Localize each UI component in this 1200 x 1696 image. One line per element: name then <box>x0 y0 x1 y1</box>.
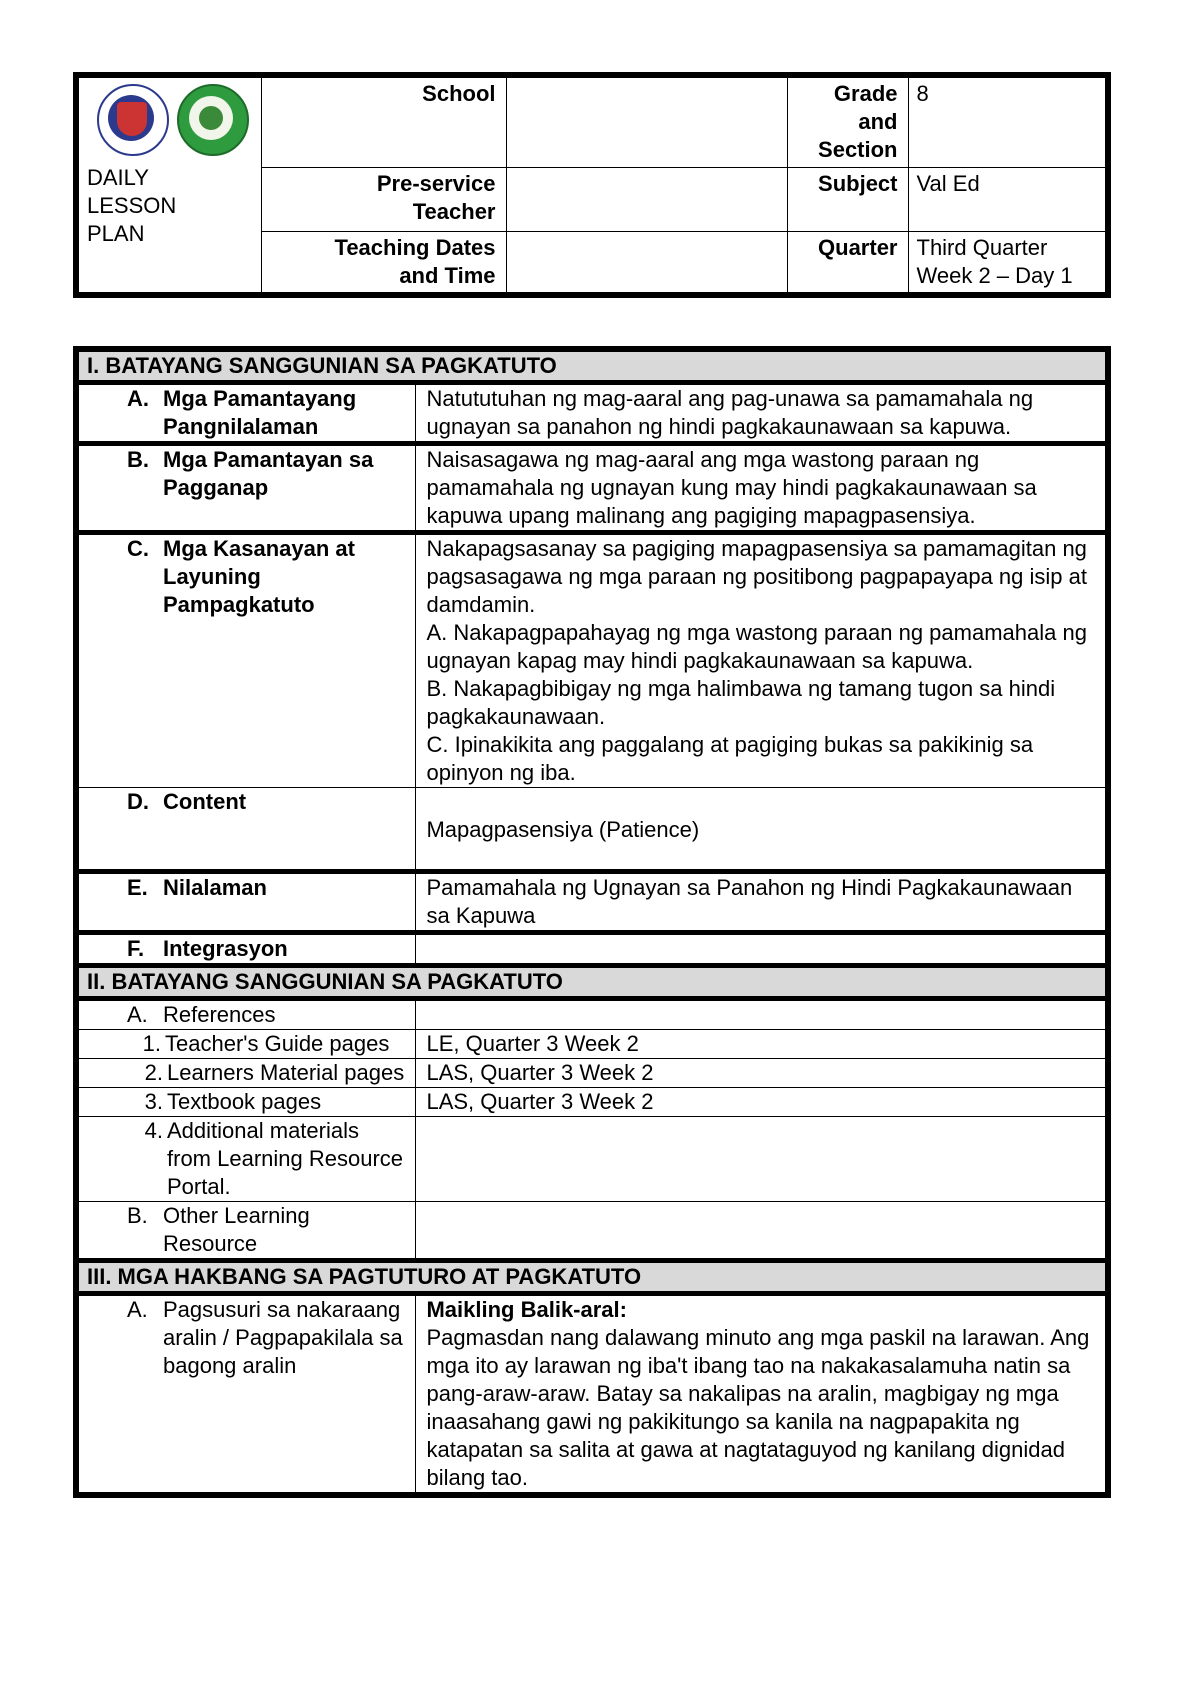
learners-material-label: 2. Learners Material pages <box>76 1059 416 1088</box>
content-standards-label: A. Mga Pamantayang Pangnilalaman <box>76 383 416 444</box>
dates-label: Teaching Dates and Time <box>261 231 506 295</box>
nilalaman-value: Pamamahala ng Ugnayan sa Panahon ng Hindi Pagkakaunawaan sa Kapuwa <box>416 872 1108 933</box>
review-value: Maikling Balik-aral: Pagmasdan nang dalawang minuto ang mga paskil na larawan. Ang mga ito ay larawan ng iba't ibang tao na nakakasalamuha natin sa pang-araw-araw. Batay sa nakalipas na aralin, magbigay ng mga inaasahang gawi ng pakikitungo sa kanila na nagpapakita ng katapatan sa salita at gawa at nagtataguyod ng kanilang dignidad bilang tao. <box>416 1294 1108 1496</box>
other-resource-value <box>416 1202 1108 1261</box>
header-table <box>73 72 1111 298</box>
learners-material-value: LAS, Quarter 3 Week 2 <box>416 1059 1108 1088</box>
school-seal-logo <box>177 84 249 156</box>
subject-label: Subject <box>787 167 908 231</box>
integration-value <box>416 933 1108 966</box>
section-3-heading: III. MGA HAKBANG SA PAGTUTURO AT PAGKATUTO <box>76 1261 1108 1294</box>
content-value: Mapagpasensiya (Patience) <box>416 788 1108 872</box>
dates-value <box>506 231 787 295</box>
teacher-label: Pre-service Teacher <box>261 167 506 231</box>
competencies-value: Nakapagsasanay sa pagiging mapagpasensiya sa pamamagitan ng pagsasagawa ng mga paraan ng positibong pagpapayapa ng isip at damdamin. A. Nakapagpapahayag ng mga wastong paraan ng pamamahala ng ugnayan kapag may hindi pagkakaunawaan sa kapuwa. B. Nakapagbibigay ng mga halimbawa ng tamang tugon sa hindi pagkakaunawaan. C. Ipinakikita ang paggalang at pagiging bukas sa pakikinig sa opinyon ng iba. <box>416 533 1108 788</box>
textbook-label: 3. Textbook pages <box>76 1088 416 1117</box>
quarter-value: Third Quarter Week 2 – Day 1 <box>908 231 1108 295</box>
references-label: A. References <box>76 999 416 1030</box>
additional-materials-label: 4. Additional materials from Learning Resource Portal. <box>76 1117 416 1202</box>
section-2-heading: II. BATAYANG SANGGUNIAN SA PAGKATUTO <box>76 966 1108 999</box>
document-title: DAILY LESSON PLAN <box>87 165 177 246</box>
review-label: A. Pagsusuri sa nakaraang aralin / Pagpapakilala sa bagong aralin <box>76 1294 416 1496</box>
nilalaman-label: E. Nilalaman <box>76 872 416 933</box>
grade-value: 8 <box>908 75 1108 167</box>
lesson-plan-table <box>73 346 1111 1498</box>
school-value <box>506 75 787 167</box>
teacher-value <box>506 167 787 231</box>
content-standards-value: Natututuhan ng mag-aaral ang pag-unawa sa pamamahala ng ugnayan sa panahon ng hindi pagkakaunawaan sa kapuwa. <box>416 383 1108 444</box>
integration-label: F. Integrasyon <box>76 933 416 966</box>
other-resource-label: B. Other Learning Resource <box>76 1202 416 1261</box>
teachers-guide-label: 1. Teacher's Guide pages <box>76 1030 416 1059</box>
school-label: School <box>261 75 506 167</box>
grade-section-label: Grade and Section <box>787 75 908 167</box>
competencies-label: C. Mga Kasanayan at Layuning Pampagkatuto <box>76 533 416 788</box>
content-label: D. Content <box>76 788 416 872</box>
textbook-value: LAS, Quarter 3 Week 2 <box>416 1088 1108 1117</box>
logo-title-cell <box>76 75 261 295</box>
section-1-heading: I. BATAYANG SANGGUNIAN SA PAGKATUTO <box>76 349 1108 383</box>
additional-materials-value <box>416 1117 1108 1202</box>
references-value <box>416 999 1108 1030</box>
performance-standards-label: B. Mga Pamantayan sa Pagganap <box>76 444 416 533</box>
teachers-guide-value: LE, Quarter 3 Week 2 <box>416 1030 1108 1059</box>
performance-standards-value: Naisasagawa ng mag-aaral ang mga wastong paraan ng pamamahala ng ugnayan kung may hindi pagkakaunawaan sa kapuwa upang malinang ang pagiging mapagpasensiya. <box>416 444 1108 533</box>
quarter-label: Quarter <box>787 231 908 295</box>
subject-value: Val Ed <box>908 167 1108 231</box>
deped-seal-logo <box>97 84 169 156</box>
